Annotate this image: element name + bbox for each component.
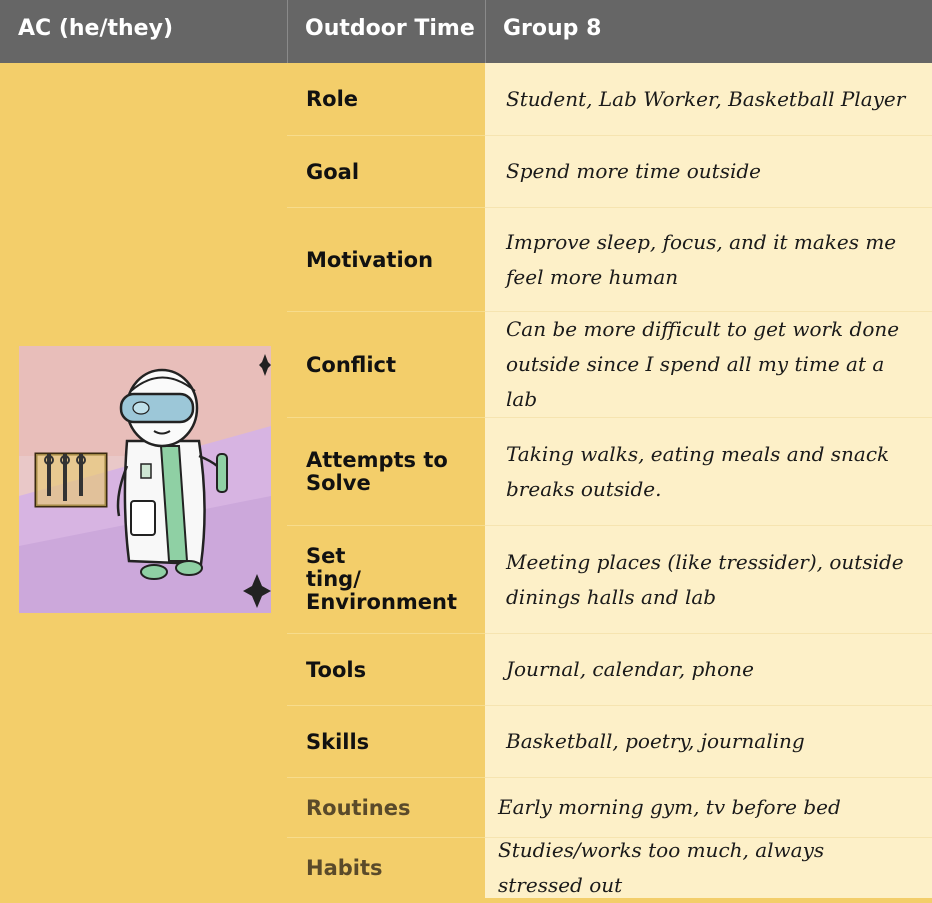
header-bar (0, 0, 932, 63)
row-value-attempts: Taking walks, eating meals and snack breaks outside. (485, 418, 932, 526)
row-value-habits: Studies/works too much, always stressed out (498, 838, 825, 897)
row-value-tools: Journal, calendar, phone (485, 634, 932, 706)
row-label-role: Role (287, 63, 485, 136)
row-label-tools: Tools (287, 634, 485, 706)
row-value-role: Student, Lab Worker, Basketball Player (485, 63, 932, 136)
row-label-conflict: Conflict (287, 312, 485, 418)
row-value-skills: Basketball, poetry, journaling (485, 706, 932, 778)
row-label-routines: Routines (287, 778, 485, 838)
row-value-routines: Early morning gym, tv before bed (485, 778, 932, 838)
row-value-motivation: Improve sleep, focus, and it makes me feel more human (485, 208, 932, 312)
row-label-goal: Goal (287, 136, 485, 208)
row-value-conflict: Can be more difficult to get work done outside since I spend all my time at a lab (485, 312, 932, 418)
row-value-goal: Spend more time outside (485, 136, 932, 208)
scientist-illustration-icon (19, 346, 271, 613)
row-label-habits: Habits (306, 856, 383, 880)
row-label-setting: Set ting/ Environment (287, 526, 485, 634)
topic-title: Outdoor Time (305, 16, 475, 41)
row-label-motivation: Motivation (287, 208, 485, 312)
persona-name: AC (he/they) (18, 16, 173, 41)
row-label-skills: Skills (287, 706, 485, 778)
row-value-setting: Meeting places (like tressider), outside dinings halls and lab (485, 526, 932, 634)
row-label-attempts: Attempts to Solve (287, 418, 485, 526)
group-name: Group 8 (503, 16, 602, 41)
